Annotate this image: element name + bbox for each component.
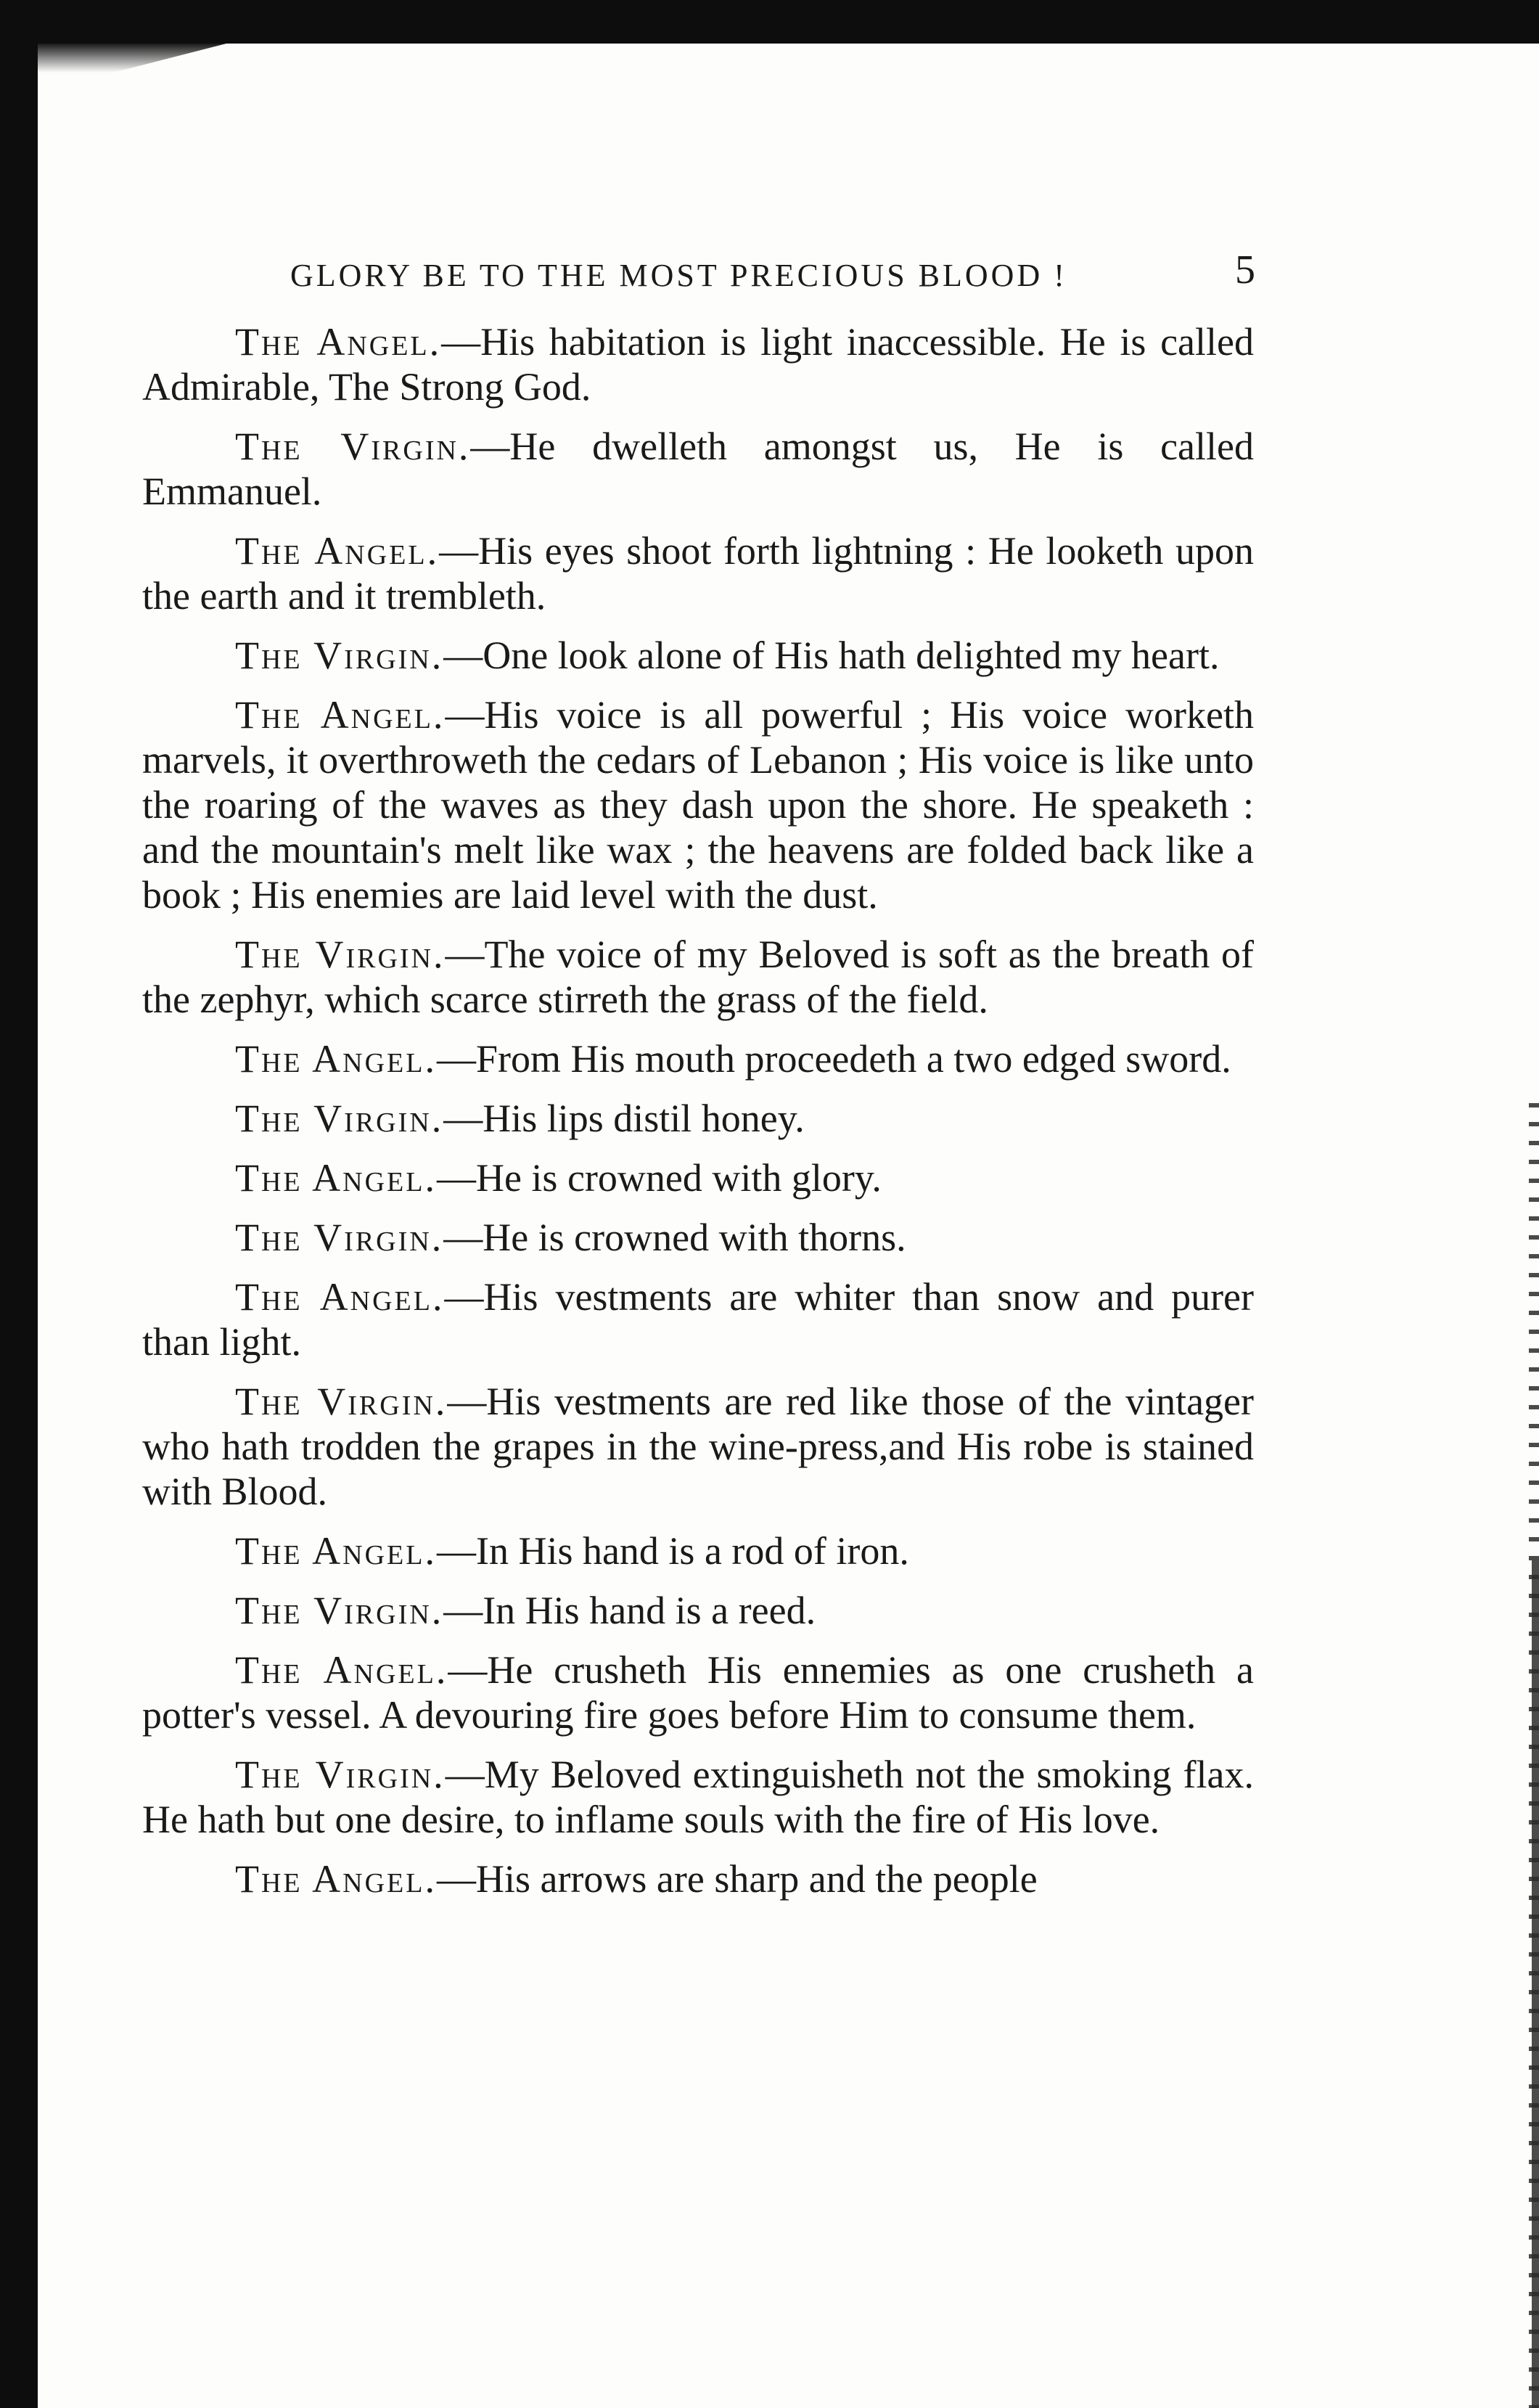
speech-text: —In His hand is a reed. <box>443 1589 816 1632</box>
running-title: GLORY BE TO THE MOST PRECIOUS BLOOD ! <box>290 258 1067 293</box>
speech-text: —His habitation is light inaccessible. He is called Admirable, The Strong God. <box>142 320 1254 409</box>
paragraph <box>142 1155 1254 1200</box>
page-number: 5 <box>1235 247 1255 292</box>
speech-text: —His vestments are whiter than snow and purer than light. <box>142 1275 1255 1364</box>
speech-text: —From His mouth proceedeth a two edged sword. <box>436 1037 1231 1081</box>
speaker-label: The Angel. <box>235 1275 445 1319</box>
speaker-label: The Angel. <box>235 1037 437 1081</box>
page-header <box>290 247 1255 305</box>
speech-text: —My Beloved extinguisheth not the smoking flax. He hath but one desire, to inflame souls with the fire of His love. <box>142 1753 1254 1841</box>
paragraph <box>142 1096 1254 1141</box>
paragraph <box>142 319 1254 409</box>
paragraph <box>142 1588 1254 1633</box>
paragraph <box>142 424 1254 514</box>
paragraph <box>142 1215 1254 1260</box>
paragraph <box>142 1528 1254 1573</box>
paragraph <box>142 692 1254 917</box>
speech-text: —His arrows are sharp and the people <box>436 1857 1038 1901</box>
scan-edge-specks <box>1529 1103 1539 2408</box>
speech-text: —He crusheth His ennemies as one crusheth a potter's vessel. A devouring fire goes before Him to consume them. <box>142 1648 1254 1737</box>
dialogue-body <box>142 319 1254 1916</box>
speaker-label: The Angel. <box>235 1156 437 1200</box>
speaker-label: The Angel. <box>235 1529 437 1573</box>
paragraph <box>142 1274 1254 1364</box>
speech-text: —He dwelleth amongst us, He is called Emmanuel. <box>142 425 1254 513</box>
speaker-label: The Virgin. <box>235 425 471 468</box>
speech-text: —The voice of my Beloved is soft as the breath of the zephyr, which scarce stirreth the grass of the field. <box>142 933 1254 1021</box>
scan-edge-left <box>0 0 38 2408</box>
speech-text: —His eyes shoot forth lightning : He looketh upon the earth and it trembleth. <box>142 529 1254 618</box>
paragraph <box>142 1647 1254 1737</box>
speaker-label: The Angel. <box>235 529 440 573</box>
speaker-label: The Virgin. <box>235 933 446 976</box>
speaker-label: The Virgin. <box>235 1753 446 1796</box>
speaker-label: The Virgin. <box>235 1216 444 1259</box>
paragraph <box>142 528 1254 618</box>
paragraph <box>142 1036 1254 1081</box>
speaker-label: The Virgin. <box>235 1097 444 1140</box>
speech-text: —His lips distil honey. <box>443 1097 805 1140</box>
paragraph <box>142 932 1254 1022</box>
paragraph <box>142 1379 1254 1514</box>
speech-text: —In His hand is a rod of iron. <box>436 1529 909 1573</box>
speech-text: —He is crowned with glory. <box>436 1156 882 1200</box>
speech-text: —One look alone of His hath delighted my heart. <box>443 634 1220 677</box>
scan-edge-top <box>0 0 1539 44</box>
speaker-label: The Virgin. <box>235 1589 444 1632</box>
paragraph <box>142 1752 1254 1842</box>
speaker-label: The Virgin. <box>235 634 444 677</box>
paragraph <box>142 1856 1254 1901</box>
speaker-label: The Virgin. <box>235 1380 448 1423</box>
paragraph <box>142 633 1254 678</box>
speaker-label: The Angel. <box>235 693 446 737</box>
speech-text: —His vestments are red like those of the vintager who hath trodden the grapes in the wine-press,and His robe is stained with Blood. <box>142 1380 1254 1513</box>
speaker-label: The Angel. <box>235 320 442 364</box>
speaker-label: The Angel. <box>235 1648 448 1692</box>
speech-text: —He is crowned with thorns. <box>443 1216 906 1259</box>
scan-edge-shadow <box>38 44 226 73</box>
speaker-label: The Angel. <box>235 1857 437 1901</box>
speech-text: —His voice is all powerful ; His voice worketh marvels, it overthroweth the cedars of Lebanon ; His voice is like unto the roaring of the waves as they dash upon the shore. He speaketh : and the mountain's melt like wax ; the heavens are folded back like a book ; His enemies are laid level with the dust. <box>142 693 1254 917</box>
